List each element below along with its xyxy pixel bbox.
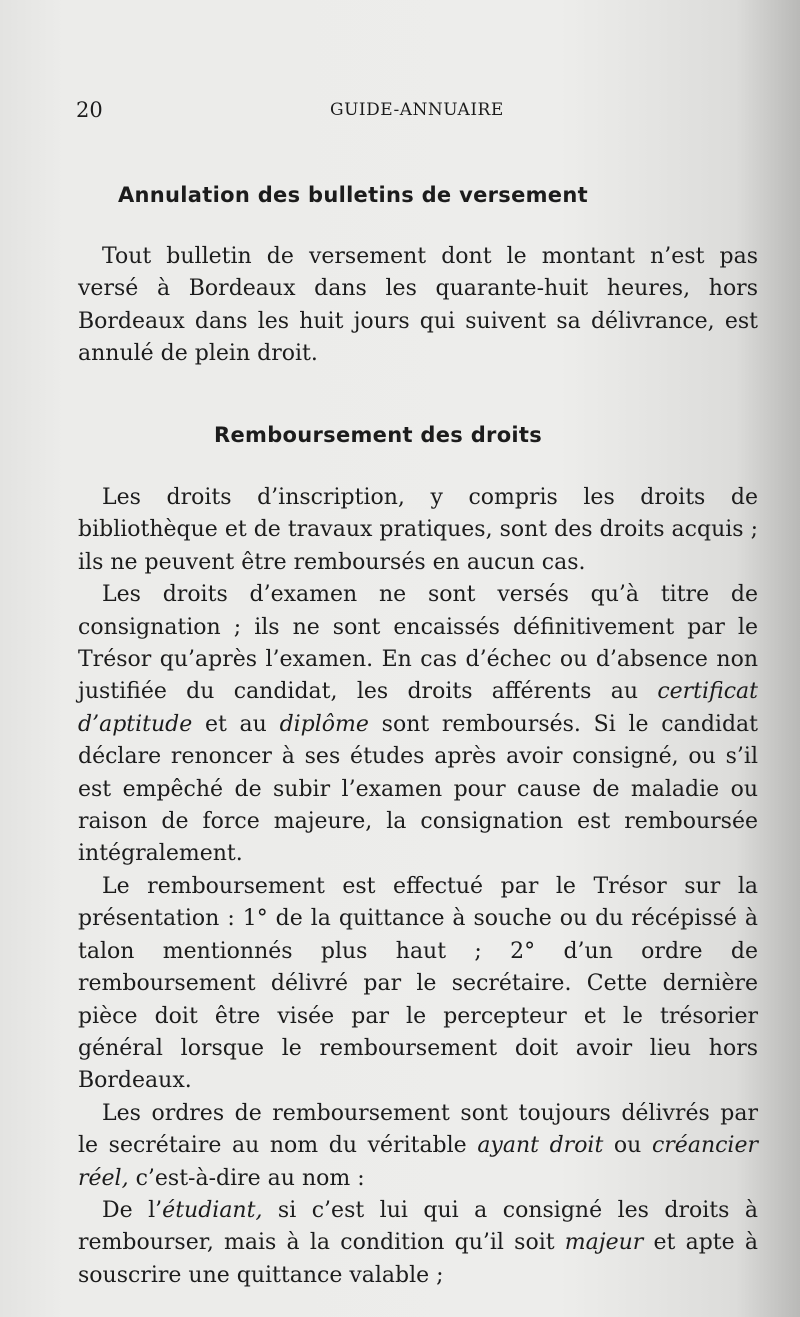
section-annulation-body <box>78 241 758 371</box>
text-run: De l’ <box>102 1197 163 1223</box>
page-number: 20 <box>76 98 103 122</box>
italic-term: créancier réel, <box>78 1133 759 1191</box>
text-run: Les droits d’examen ne sont versés qu’à titre de consignation ; ils ne sont encaissés définitivement par le Trésor qu’après l’examen. En cas d’échec ou d’absence non justifiée du candidat, les droits afférents au <box>78 582 758 705</box>
text-run: si c’est lui qui a consigné les droits à rembourser, mais à la condition qu’il soit <box>78 1197 758 1256</box>
paragraph: Tout bulletin de versement dont le montant n’est pas versé à Bordeaux dans les quarante-huit heures, hors Bordeaux dans les huit jours qui suivent sa délivrance, est annulé de plein droit. <box>78 244 758 367</box>
italic-term: étudiant, <box>162 1197 263 1223</box>
text-run: c’est-à-dire au nom : <box>128 1165 365 1191</box>
paragraph <box>78 579 758 871</box>
text-run: et apte à souscrire une quittance valable ; <box>78 1230 759 1288</box>
section-title-remboursement: Remboursement des droits <box>214 423 543 447</box>
text-run: ou <box>603 1133 652 1159</box>
paragraph <box>78 1098 758 1195</box>
text-run: sont remboursés. Si le candidat déclare renoncer à ses études après avoir consigné, ou s’il est empêché de subir l’examen pour cause de maladie ou raison de force majeure, la consignation est remboursée intégralement. <box>78 711 758 867</box>
page-header <box>76 98 762 128</box>
paragraph: Le remboursement est effectué par le Trésor sur la présentation : 1° de la quittance à souche ou du récépissé à talon mentionnés plus haut ; 2° d’un ordre de remboursement délivré par le secrétaire. Cette dernière pièce doit être visée par le percepteur et le trésorier général lorsque le remboursement doit avoir lieu hors Bordeaux. <box>78 873 758 1094</box>
italic-term: majeur <box>564 1230 644 1256</box>
paragraph <box>78 1195 758 1292</box>
text-run: Les ordres de remboursement sont toujours délivrés par le secrétaire au nom du véritable <box>78 1100 758 1159</box>
running-title: GUIDE-ANNUAIRE <box>330 100 504 120</box>
section-remboursement-body <box>78 482 758 1292</box>
italic-term: ayant droit <box>477 1133 604 1159</box>
text-run: et au <box>192 711 280 737</box>
section-title-annulation: Annulation des bulletins de versement <box>118 183 588 207</box>
paragraph: Les droits d’inscription, y compris les droits de bibliothèque et de travaux pratiques, sont des droits acquis ; ils ne peuvent être remboursés en aucun cas. <box>78 485 758 575</box>
italic-term: certificat d’aptitude <box>78 679 758 737</box>
italic-term: diplôme <box>279 711 369 737</box>
